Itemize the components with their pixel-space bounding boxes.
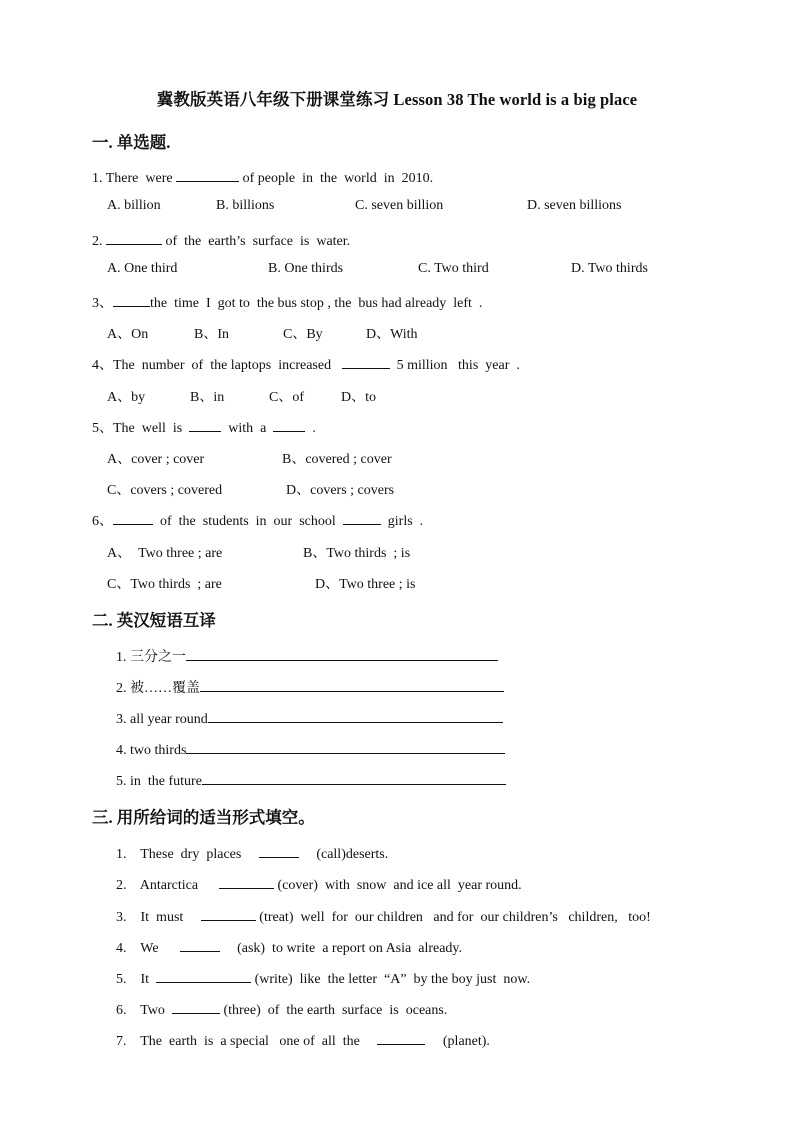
answer-blank xyxy=(156,968,251,983)
item-number: 2. xyxy=(116,878,127,893)
option-c: C、covers ; covered xyxy=(107,483,223,498)
item-number: 3. xyxy=(116,910,127,925)
option-b: B、Two thirds ; is xyxy=(303,546,411,561)
fill-item xyxy=(116,1030,490,1050)
translation-item xyxy=(116,677,504,697)
answer-line xyxy=(186,739,505,754)
question-6 xyxy=(92,510,423,530)
question-text: 5 million this year . xyxy=(389,358,520,373)
sentence-text: Two xyxy=(140,1003,172,1018)
option-b: B、in xyxy=(190,390,225,405)
option-c: C. seven billion xyxy=(355,198,444,213)
question-text: 3、 xyxy=(92,296,113,311)
answer-blank xyxy=(259,843,299,858)
answer-line xyxy=(186,646,498,661)
sentence-text: (write) like the letter “A” by the boy just now. xyxy=(251,972,531,987)
question-text: . xyxy=(305,421,316,436)
phrase: all year round xyxy=(130,712,208,727)
item-number: 5. xyxy=(116,774,127,789)
fill-item xyxy=(116,968,530,988)
question-5 xyxy=(92,417,316,437)
option-c: C、By xyxy=(283,327,323,342)
option-a: A、On xyxy=(107,327,149,342)
option-c: C. Two third xyxy=(418,261,489,276)
option-c: C、of xyxy=(269,390,304,405)
phrase: two thirds xyxy=(130,743,187,758)
option-a: A、by xyxy=(107,390,146,405)
answer-blank xyxy=(176,167,239,182)
question-text: of the earth’s surface is water. xyxy=(162,234,351,249)
question-text: 1. There were xyxy=(92,171,177,186)
question-text: with a xyxy=(221,421,274,436)
item-number: 2. xyxy=(116,681,127,696)
sentence-text: It must xyxy=(140,910,201,925)
answer-blank xyxy=(273,417,305,432)
sentence-text: (call)deserts. xyxy=(298,847,389,862)
question-text: 2. xyxy=(92,234,106,249)
section-heading-phrase-translation: 二. 英汉短语互译 xyxy=(92,611,216,630)
sentence-text: Antarctica xyxy=(139,878,220,893)
option-d: D. seven billions xyxy=(527,198,622,213)
answer-blank xyxy=(343,510,381,525)
fill-item xyxy=(116,843,388,863)
fill-item xyxy=(116,874,522,894)
item-number: 4. xyxy=(116,743,127,758)
translation-item xyxy=(116,739,505,759)
fill-item xyxy=(116,999,447,1019)
answer-line xyxy=(202,770,506,785)
question-text: 5、The well is xyxy=(92,421,190,436)
sentence-text: (treat) well for our children and for our children’s children, too! xyxy=(255,910,651,925)
translation-item xyxy=(116,708,503,728)
option-a: A. billion xyxy=(107,198,161,213)
question-text: girls . xyxy=(380,514,424,529)
item-number: 6. xyxy=(116,1003,127,1018)
option-b: B、covered ; cover xyxy=(282,452,392,467)
answer-blank xyxy=(189,417,221,432)
item-number: 1. xyxy=(116,847,127,862)
item-number: 3. xyxy=(116,712,127,727)
question-text: 6、 xyxy=(92,514,113,529)
answer-line xyxy=(208,708,503,723)
answer-blank xyxy=(201,906,256,921)
option-d: D、covers ; covers xyxy=(286,483,395,498)
answer-blank xyxy=(113,510,153,525)
fill-item xyxy=(116,937,462,957)
sentence-text: It xyxy=(140,972,157,987)
option-c: C、Two thirds ; are xyxy=(107,577,222,592)
option-b: B. One thirds xyxy=(268,261,344,276)
option-d: D、With xyxy=(366,327,418,342)
sentence-text: (ask) to write a report on Asia already. xyxy=(219,941,463,956)
question-4 xyxy=(92,354,520,374)
page-title: 冀教版英语八年级下册课堂练习 Lesson 38 The world is a big place xyxy=(156,90,638,109)
question-text: the time I got to the bus stop , the bus had already left . xyxy=(150,296,483,311)
question-text: of the students in our school xyxy=(153,514,343,529)
translation-item xyxy=(116,770,506,790)
sentence-text: We xyxy=(140,941,180,956)
phrase: 三分之一 xyxy=(130,650,186,665)
question-text: 4、The number of the laptops increased xyxy=(92,358,342,373)
phrase: in the future xyxy=(130,774,202,789)
option-a: A、cover ; cover xyxy=(107,452,205,467)
sentence-text: These dry places xyxy=(140,847,259,862)
translation-item xyxy=(116,646,498,666)
question-1 xyxy=(92,167,433,187)
section-heading-fill-in-blanks: 三. 用所给词的适当形式填空。 xyxy=(92,808,315,827)
phrase: 被……覆盖 xyxy=(130,681,200,696)
option-b: B. billions xyxy=(216,198,275,213)
option-d: D、Two three ; is xyxy=(315,577,416,592)
sentence-text: (cover) with snow and ice all year round. xyxy=(274,878,522,893)
option-b: B、In xyxy=(194,327,229,342)
option-d: D. Two thirds xyxy=(571,261,648,276)
item-number: 4. xyxy=(116,941,127,956)
sentence-text: The earth is a special one of all the xyxy=(140,1034,378,1049)
option-a: A. One third xyxy=(107,261,178,276)
fill-item xyxy=(116,906,651,926)
section-heading-multiple-choice: 一. 单选题. xyxy=(92,133,171,152)
answer-blank xyxy=(106,230,162,245)
item-number: 7. xyxy=(116,1034,127,1049)
answer-blank xyxy=(180,937,220,952)
question-text: of people in the world in 2010. xyxy=(239,171,434,186)
question-3 xyxy=(92,292,482,312)
answer-line xyxy=(200,677,504,692)
option-a: A、 Two three ; are xyxy=(107,546,223,561)
question-2 xyxy=(92,230,350,250)
answer-blank xyxy=(377,1030,425,1045)
item-number: 1. xyxy=(116,650,127,665)
answer-blank xyxy=(219,874,274,889)
answer-blank xyxy=(113,292,150,307)
answer-blank xyxy=(172,999,220,1014)
sentence-text: (three) of the earth surface is oceans. xyxy=(219,1003,448,1018)
answer-blank xyxy=(342,354,390,369)
item-number: 5. xyxy=(116,972,127,987)
option-d: D、to xyxy=(341,390,376,405)
sentence-text: (planet). xyxy=(425,1034,490,1049)
